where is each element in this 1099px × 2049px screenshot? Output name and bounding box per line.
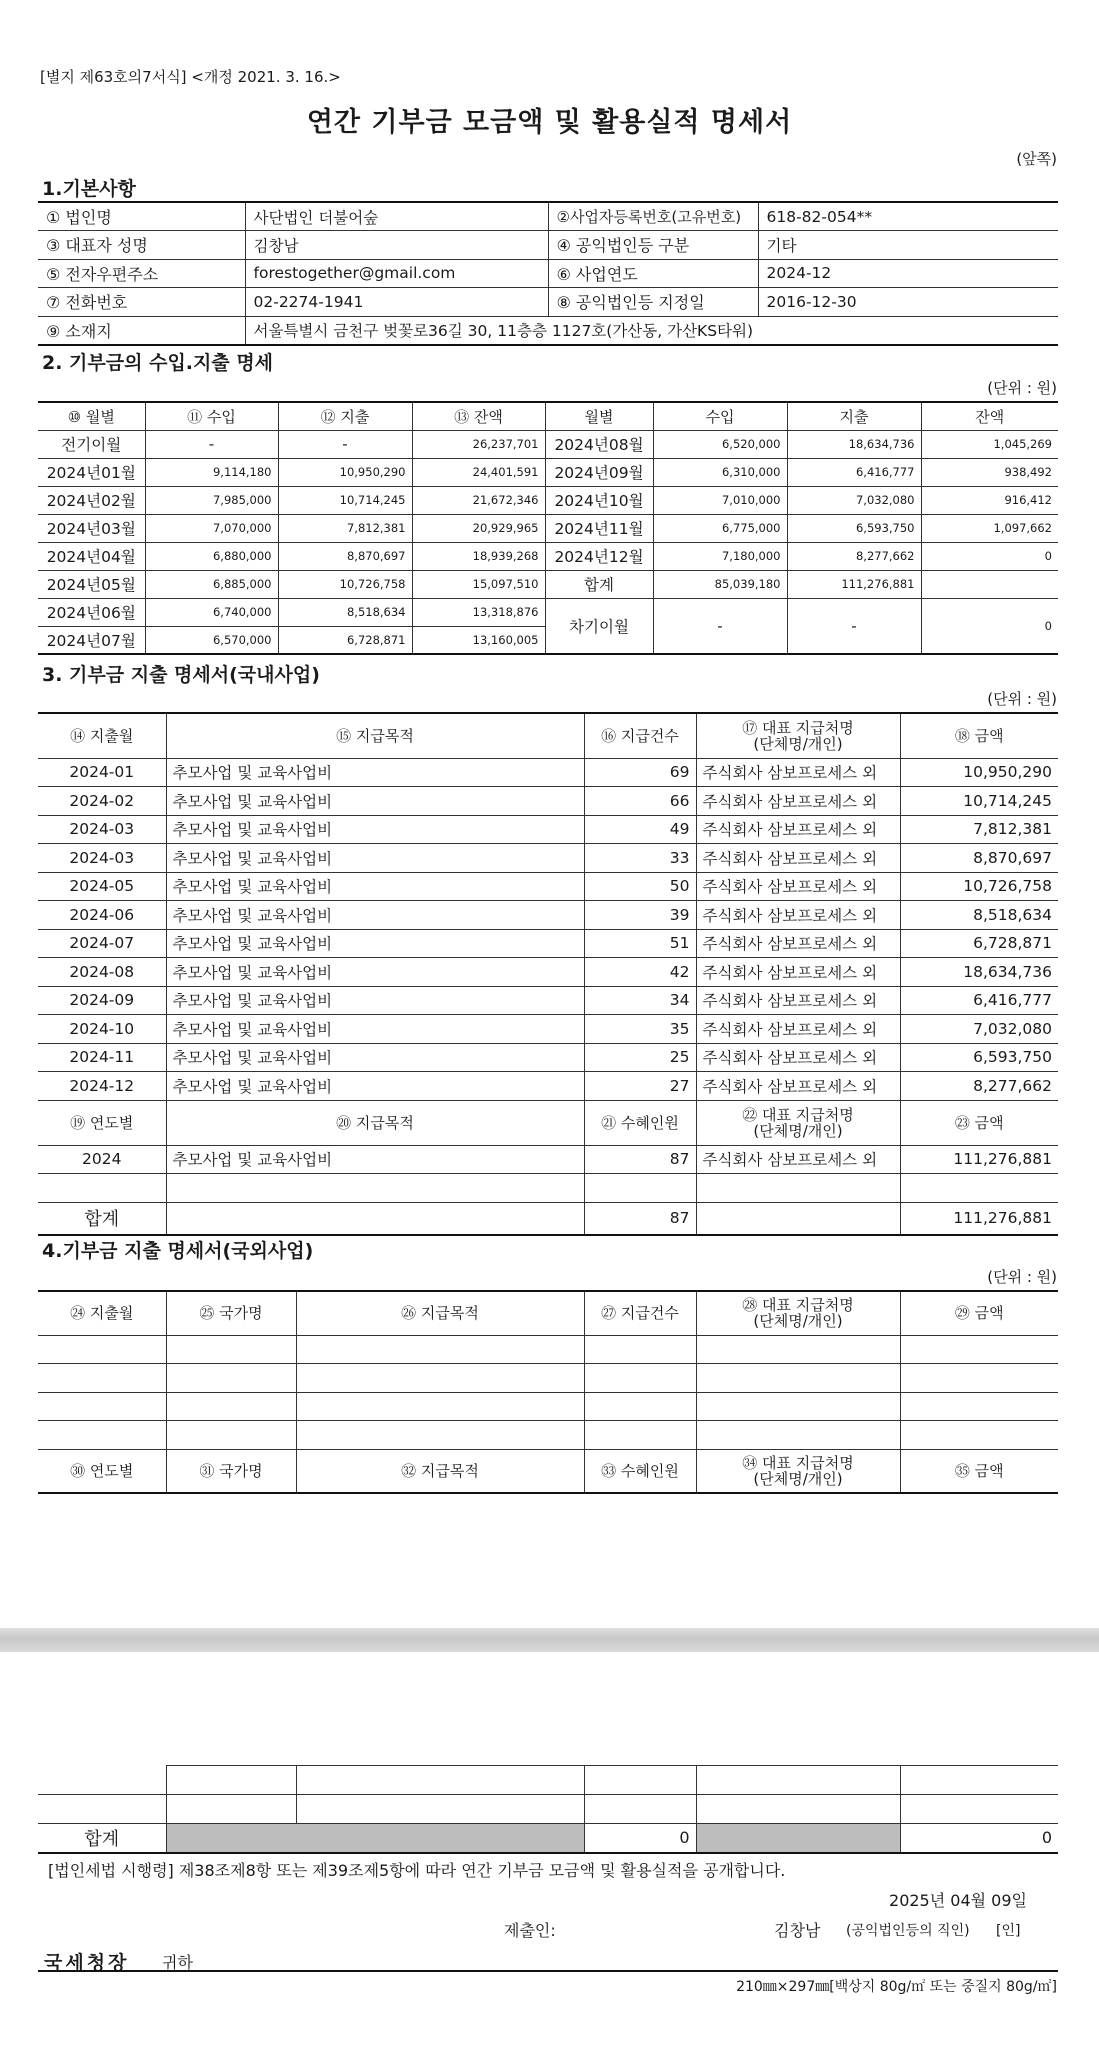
purpose-cell: 추모사업 및 교육사업비 — [166, 1043, 584, 1072]
purpose-cell: 추모사업 및 교육사업비 — [166, 872, 584, 901]
count-cell: 27 — [584, 1072, 696, 1101]
table-row — [38, 986, 1058, 1015]
col-header: ㉟ 금액 — [900, 1449, 1058, 1493]
expense-cell: 7,812,381 — [278, 514, 412, 542]
payee-cell: 주식회사 삼보프로세스 외 — [696, 872, 900, 901]
table-row — [38, 844, 1058, 873]
income-cell: 7,010,000 — [653, 486, 787, 514]
seal-mark: [인] — [996, 1923, 1021, 1939]
income-cell: 6,310,000 — [653, 458, 787, 486]
income-cell: - — [145, 430, 278, 458]
submitter-name: 김창남 — [774, 1921, 821, 1940]
page-side-label: (앞쪽) — [1016, 150, 1057, 168]
amount-cell: 8,277,662 — [900, 1072, 1058, 1101]
month-cell: 2024년08월 — [545, 430, 653, 458]
month-cell: 2024년04월 — [38, 542, 145, 570]
income-cell: 7,180,000 — [653, 542, 787, 570]
basic-row — [38, 202, 1058, 231]
balance-cell: 20,929,965 — [412, 514, 545, 542]
col-header: ⑱ 금액 — [900, 713, 1058, 758]
email-label: ⑤ 전자우편주소 — [38, 259, 245, 288]
count-cell: 66 — [584, 787, 696, 816]
table-row — [38, 872, 1058, 901]
basic-row — [38, 259, 1058, 288]
address-value: 서울특별시 금천구 벚꽃로36길 30, 11층층 1127호(가산동, 가산KS타워) — [245, 316, 1058, 345]
payee-cell: 주식회사 삼보프로세스 외 — [696, 758, 900, 787]
table-row — [38, 1766, 1058, 1795]
table-row — [38, 570, 1058, 598]
basic-info-table — [38, 201, 1058, 346]
total-count: 0 — [584, 1824, 696, 1853]
page-break — [0, 1628, 1099, 1652]
address-label: ⑨ 소재지 — [38, 316, 245, 345]
corp-type-value: 기타 — [758, 231, 1058, 260]
balance-cell: 1,097,662 — [921, 514, 1058, 542]
purpose-cell: 추모사업 및 교육사업비 — [166, 1145, 584, 1174]
col-header: ⑫ 지출 — [278, 402, 412, 430]
col-header: ⑳ 지급목적 — [166, 1100, 584, 1145]
table-row — [38, 486, 1058, 514]
col-header: 지출 — [787, 402, 921, 430]
table-header-row — [38, 402, 1058, 430]
income-cell: 7,070,000 — [145, 514, 278, 542]
col-header: ㉑ 수혜인원 — [584, 1100, 696, 1145]
phone-value: 02-2274-1941 — [245, 288, 548, 317]
table-row — [38, 598, 1058, 626]
amount-cell: 7,812,381 — [900, 815, 1058, 844]
col-header: ㉗ 지급건수 — [584, 1291, 696, 1335]
income-cell: 6,740,000 — [145, 598, 278, 626]
form-page-2 — [0, 1652, 1099, 2049]
table-header-row — [38, 1291, 1058, 1335]
balance-cell: 26,237,701 — [412, 430, 545, 458]
submitter-label: 제출인: — [504, 1921, 556, 1940]
basic-row — [38, 316, 1058, 345]
table-row — [38, 514, 1058, 542]
col-header: ⑮ 지급목적 — [166, 713, 584, 758]
overseas-expense-table — [38, 1290, 1058, 1494]
amount-cell: 10,714,245 — [900, 787, 1058, 816]
income-expense-title: 2. 기부금의 수입.지출 명세 — [42, 352, 274, 374]
table-row — [38, 758, 1058, 787]
total-row — [38, 1202, 1058, 1235]
purpose-cell: 추모사업 및 교육사업비 — [166, 787, 584, 816]
income-cell: 6,775,000 — [653, 514, 787, 542]
count-cell: 50 — [584, 872, 696, 901]
month-cell: 2024년06월 — [38, 598, 145, 626]
carry-month-cell: 차기이월 — [545, 598, 653, 654]
income-cell: 85,039,180 — [653, 570, 787, 598]
table-row — [38, 1015, 1058, 1044]
corp-name-value: 사단법인 더불어숲 — [245, 202, 548, 231]
divider — [38, 1970, 1058, 1972]
income-cell: 6,570,000 — [145, 626, 278, 654]
table-row — [38, 1335, 1058, 1364]
income-cell: 6,885,000 — [145, 570, 278, 598]
table-row — [38, 1795, 1058, 1824]
col-header: 수입 — [653, 402, 787, 430]
table-row — [38, 929, 1058, 958]
payee-cell: 주식회사 삼보프로세스 외 — [696, 929, 900, 958]
col-header: ⑬ 잔액 — [412, 402, 545, 430]
count-cell: 87 — [584, 1145, 696, 1174]
table-row — [38, 1364, 1058, 1393]
balance-cell: 938,492 — [921, 458, 1058, 486]
expense-cell: 6,593,750 — [787, 514, 921, 542]
income-cell: 6,520,000 — [653, 430, 787, 458]
submission-date: 2025년 04월 09일 — [889, 1891, 1027, 1910]
month-cell: 2024년05월 — [38, 570, 145, 598]
payee-cell: 주식회사 삼보프로세스 외 — [696, 815, 900, 844]
count-cell: 33 — [584, 844, 696, 873]
col-header — [696, 713, 900, 758]
col-header: ㉝ 수혜인원 — [584, 1449, 696, 1493]
month-cell: 2024-01 — [38, 758, 166, 787]
balance-cell: 0 — [921, 542, 1058, 570]
month-cell: 2024-09 — [38, 986, 166, 1015]
col-header: ⑭ 지출월 — [38, 713, 166, 758]
table-header-row — [38, 713, 1058, 758]
col-header: ㉔ 지출월 — [38, 1291, 166, 1335]
month-cell: 2024년02월 — [38, 486, 145, 514]
ceo-name-label: ③ 대표자 성명 — [38, 231, 245, 260]
table-row — [38, 1145, 1058, 1174]
balance-cell: 13,160,005 — [412, 626, 545, 654]
table-row — [38, 901, 1058, 930]
document-title: 연간 기부금 모금액 및 활용실적 명세서 — [306, 107, 793, 138]
email-value: forestogether@gmail.com — [245, 259, 548, 288]
count-cell: 42 — [584, 958, 696, 987]
col-header: ㉕ 국가명 — [166, 1291, 296, 1335]
col-header: ⑲ 연도별 — [38, 1100, 166, 1145]
month-cell: 2024-07 — [38, 929, 166, 958]
month-cell: 2024-03 — [38, 844, 166, 873]
total-amount: 0 — [900, 1824, 1058, 1853]
corp-name-label: ① 법인명 — [38, 202, 245, 231]
balance-cell — [921, 570, 1058, 598]
col-header: ㉙ 금액 — [900, 1291, 1058, 1335]
total-label: 합계 — [38, 1824, 166, 1853]
domestic-expense-title: 3. 기부금 지출 명세서(국내사업) — [42, 664, 320, 686]
table-row — [38, 958, 1058, 987]
purpose-cell: 추모사업 및 교육사업비 — [166, 844, 584, 873]
table-row — [38, 1392, 1058, 1421]
table-row — [38, 430, 1058, 458]
table-row — [38, 1174, 1058, 1203]
month-cell: 2024년03월 — [38, 514, 145, 542]
month-cell: 2024-05 — [38, 872, 166, 901]
month-cell: 2024년10월 — [545, 486, 653, 514]
count-cell: 49 — [584, 815, 696, 844]
balance-cell: 13,318,876 — [412, 598, 545, 626]
month-cell: 합계 — [545, 570, 653, 598]
month-cell: 2024년11월 — [545, 514, 653, 542]
balance-cell: 916,412 — [921, 486, 1058, 514]
amount-cell: 10,950,290 — [900, 758, 1058, 787]
payee-cell: 주식회사 삼보프로세스 외 — [696, 986, 900, 1015]
table-row — [38, 1072, 1058, 1101]
basic-info-title: 1.기본사항 — [42, 178, 136, 200]
form-number: [별지 제63호의7서식] <개정 2021. 3. 16.> — [40, 68, 341, 86]
col-header: ㉜ 지급목적 — [296, 1449, 584, 1493]
expense-cell: 111,276,881 — [787, 570, 921, 598]
count-cell: 39 — [584, 901, 696, 930]
purpose-cell: 추모사업 및 교육사업비 — [166, 1072, 584, 1101]
domestic-expense-table — [38, 712, 1058, 1236]
expense-cell: 7,032,080 — [787, 486, 921, 514]
col-header — [696, 1291, 900, 1335]
col-header: ⑪ 수입 — [145, 402, 278, 430]
expense-cell: 8,870,697 — [278, 542, 412, 570]
expense-cell: 10,950,290 — [278, 458, 412, 486]
col-header: 월별 — [545, 402, 653, 430]
col-header — [696, 1100, 900, 1145]
fiscal-year-label: ⑥ 사업연도 — [548, 259, 758, 288]
total-row — [38, 1824, 1058, 1853]
overseas-expense-title: 4.기부금 지출 명세서(국외사업) — [42, 1240, 314, 1262]
expense-cell: 8,277,662 — [787, 542, 921, 570]
basic-row — [38, 288, 1058, 317]
total-label: 합계 — [38, 1202, 166, 1235]
payee-cell: 주식회사 삼보프로세스 외 — [696, 901, 900, 930]
count-cell: 69 — [584, 758, 696, 787]
table-row — [38, 458, 1058, 486]
expense-cell: 8,518,634 — [278, 598, 412, 626]
col-header-line: ⑰ 대표 지급처명 — [742, 718, 854, 737]
paper-spec: 210㎜×297㎜[백상지 80g/㎡ 또는 중질지 80g/㎡] — [736, 1979, 1057, 1995]
col-header-line: ㉒ 대표 지급처명 — [742, 1105, 854, 1124]
legal-notice: [법인세법 시행령] 제38조제8항 또는 제39조제5항에 따라 연간 기부금 모금액 및 활용실적을 공개합니다. — [48, 1861, 786, 1880]
payee-cell: 주식회사 삼보프로세스 외 — [696, 1072, 900, 1101]
count-cell: 35 — [584, 1015, 696, 1044]
purpose-cell: 추모사업 및 교육사업비 — [166, 815, 584, 844]
payee-cell: 주식회사 삼보프로세스 외 — [696, 1043, 900, 1072]
month-cell: 2024-02 — [38, 787, 166, 816]
expense-cell: 6,728,871 — [278, 626, 412, 654]
balance-cell: 15,097,510 — [412, 570, 545, 598]
month-cell: 2024-11 — [38, 1043, 166, 1072]
ceo-name-value: 김창남 — [245, 231, 548, 260]
count-cell: 51 — [584, 929, 696, 958]
col-header: ㉛ 국가명 — [166, 1449, 296, 1493]
month-cell: 전기이월 — [38, 430, 145, 458]
payee-cell: 주식회사 삼보프로세스 외 — [696, 1015, 900, 1044]
col-header-line: (단체명/개인) — [753, 1121, 843, 1140]
payee-cell: 주식회사 삼보프로세스 외 — [696, 1145, 900, 1174]
amount-cell: 111,276,881 — [900, 1145, 1058, 1174]
col-header-line: (단체명/개인) — [753, 1469, 843, 1488]
unit-label: (단위 : 원) — [987, 1268, 1057, 1286]
basic-row — [38, 231, 1058, 260]
col-header-line: (단체명/개인) — [753, 1312, 843, 1331]
amount-cell: 6,593,750 — [900, 1043, 1058, 1072]
balance-cell: 24,401,591 — [412, 458, 545, 486]
total-amount: 111,276,881 — [900, 1202, 1058, 1235]
table-row — [38, 1421, 1058, 1450]
carry-balance-cell: 0 — [921, 598, 1058, 654]
month-cell: 2024-06 — [38, 901, 166, 930]
fiscal-year-value: 2024-12 — [758, 259, 1058, 288]
amount-cell: 8,870,697 — [900, 844, 1058, 873]
month-cell: 2024년07월 — [38, 626, 145, 654]
count-cell: 34 — [584, 986, 696, 1015]
empty-cell — [166, 1202, 584, 1235]
empty-cell — [696, 1202, 900, 1235]
carry-income-cell: - — [653, 598, 787, 654]
expense-cell: 6,416,777 — [787, 458, 921, 486]
month-cell: 2024년12월 — [545, 542, 653, 570]
phone-label: ⑦ 전화번호 — [38, 288, 245, 317]
amount-cell: 8,518,634 — [900, 901, 1058, 930]
purpose-cell: 추모사업 및 교육사업비 — [166, 958, 584, 987]
amount-cell: 10,726,758 — [900, 872, 1058, 901]
month-cell: 2024-03 — [38, 815, 166, 844]
balance-cell: 21,672,346 — [412, 486, 545, 514]
month-cell: 2024-10 — [38, 1015, 166, 1044]
corp-type-label: ④ 공익법인등 구분 — [548, 231, 758, 260]
designation-date-label: ⑧ 공익법인등 지정일 — [548, 288, 758, 317]
amount-cell: 7,032,080 — [900, 1015, 1058, 1044]
biz-reg-label: ②사업자등록번호(고유번호) — [548, 202, 758, 231]
table-header-row — [38, 1100, 1058, 1145]
year-cell: 2024 — [38, 1145, 166, 1174]
purpose-cell: 추모사업 및 교육사업비 — [166, 758, 584, 787]
expense-cell: 18,634,736 — [787, 430, 921, 458]
table-row — [38, 1043, 1058, 1072]
table-row — [38, 542, 1058, 570]
recipient-suffix: 귀하 — [162, 1953, 193, 1972]
purpose-cell: 추모사업 및 교육사업비 — [166, 1015, 584, 1044]
income-cell: 6,880,000 — [145, 542, 278, 570]
month-cell: 2024년01월 — [38, 458, 145, 486]
amount-cell: 6,728,871 — [900, 929, 1058, 958]
expense-cell: 10,726,758 — [278, 570, 412, 598]
col-header-line: ㉞ 대표 지급처명 — [742, 1453, 854, 1472]
balance-cell: 1,045,269 — [921, 430, 1058, 458]
payee-cell: 주식회사 삼보프로세스 외 — [696, 844, 900, 873]
col-header: 잔액 — [921, 402, 1058, 430]
recipient: 국세청장 — [44, 1952, 130, 1974]
table-header-row — [38, 1449, 1058, 1493]
income-cell: 7,985,000 — [145, 486, 278, 514]
month-cell: 2024-08 — [38, 958, 166, 987]
table-row — [38, 787, 1058, 816]
designation-date-value: 2016-12-30 — [758, 288, 1058, 317]
col-header: ⑩ 월별 — [38, 402, 145, 430]
month-cell: 2024-12 — [38, 1072, 166, 1101]
purpose-cell: 추모사업 및 교육사업비 — [166, 901, 584, 930]
income-cell: 9,114,180 — [145, 458, 278, 486]
overseas-totals-table — [38, 1765, 1058, 1854]
biz-reg-value: 618-82-054** — [758, 202, 1058, 231]
total-count: 87 — [584, 1202, 696, 1235]
amount-cell: 6,416,777 — [900, 986, 1058, 1015]
expense-cell: - — [278, 430, 412, 458]
purpose-cell: 추모사업 및 교육사업비 — [166, 929, 584, 958]
carry-expense-cell: - — [787, 598, 921, 654]
payee-cell: 주식회사 삼보프로세스 외 — [696, 787, 900, 816]
col-header: ㉚ 연도별 — [38, 1449, 166, 1493]
month-cell: 2024년09월 — [545, 458, 653, 486]
unit-label: (단위 : 원) — [987, 690, 1057, 708]
expense-cell: 10,714,245 — [278, 486, 412, 514]
col-header — [696, 1449, 900, 1493]
unit-label: (단위 : 원) — [987, 379, 1057, 397]
submitter-role: (공익법인등의 직인) — [846, 1923, 970, 1939]
count-cell: 25 — [584, 1043, 696, 1072]
purpose-cell: 추모사업 및 교육사업비 — [166, 986, 584, 1015]
table-row — [38, 815, 1058, 844]
payee-cell: 주식회사 삼보프로세스 외 — [696, 958, 900, 987]
balance-cell: 18,939,268 — [412, 542, 545, 570]
col-header-line: (단체명/개인) — [753, 734, 843, 753]
col-header-line: ㉘ 대표 지급처명 — [742, 1296, 854, 1315]
col-header: ⑯ 지급건수 — [584, 713, 696, 758]
income-expense-table — [38, 401, 1058, 655]
col-header: ㉓ 금액 — [900, 1100, 1058, 1145]
col-header: ㉖ 지급목적 — [296, 1291, 584, 1335]
amount-cell: 18,634,736 — [900, 958, 1058, 987]
